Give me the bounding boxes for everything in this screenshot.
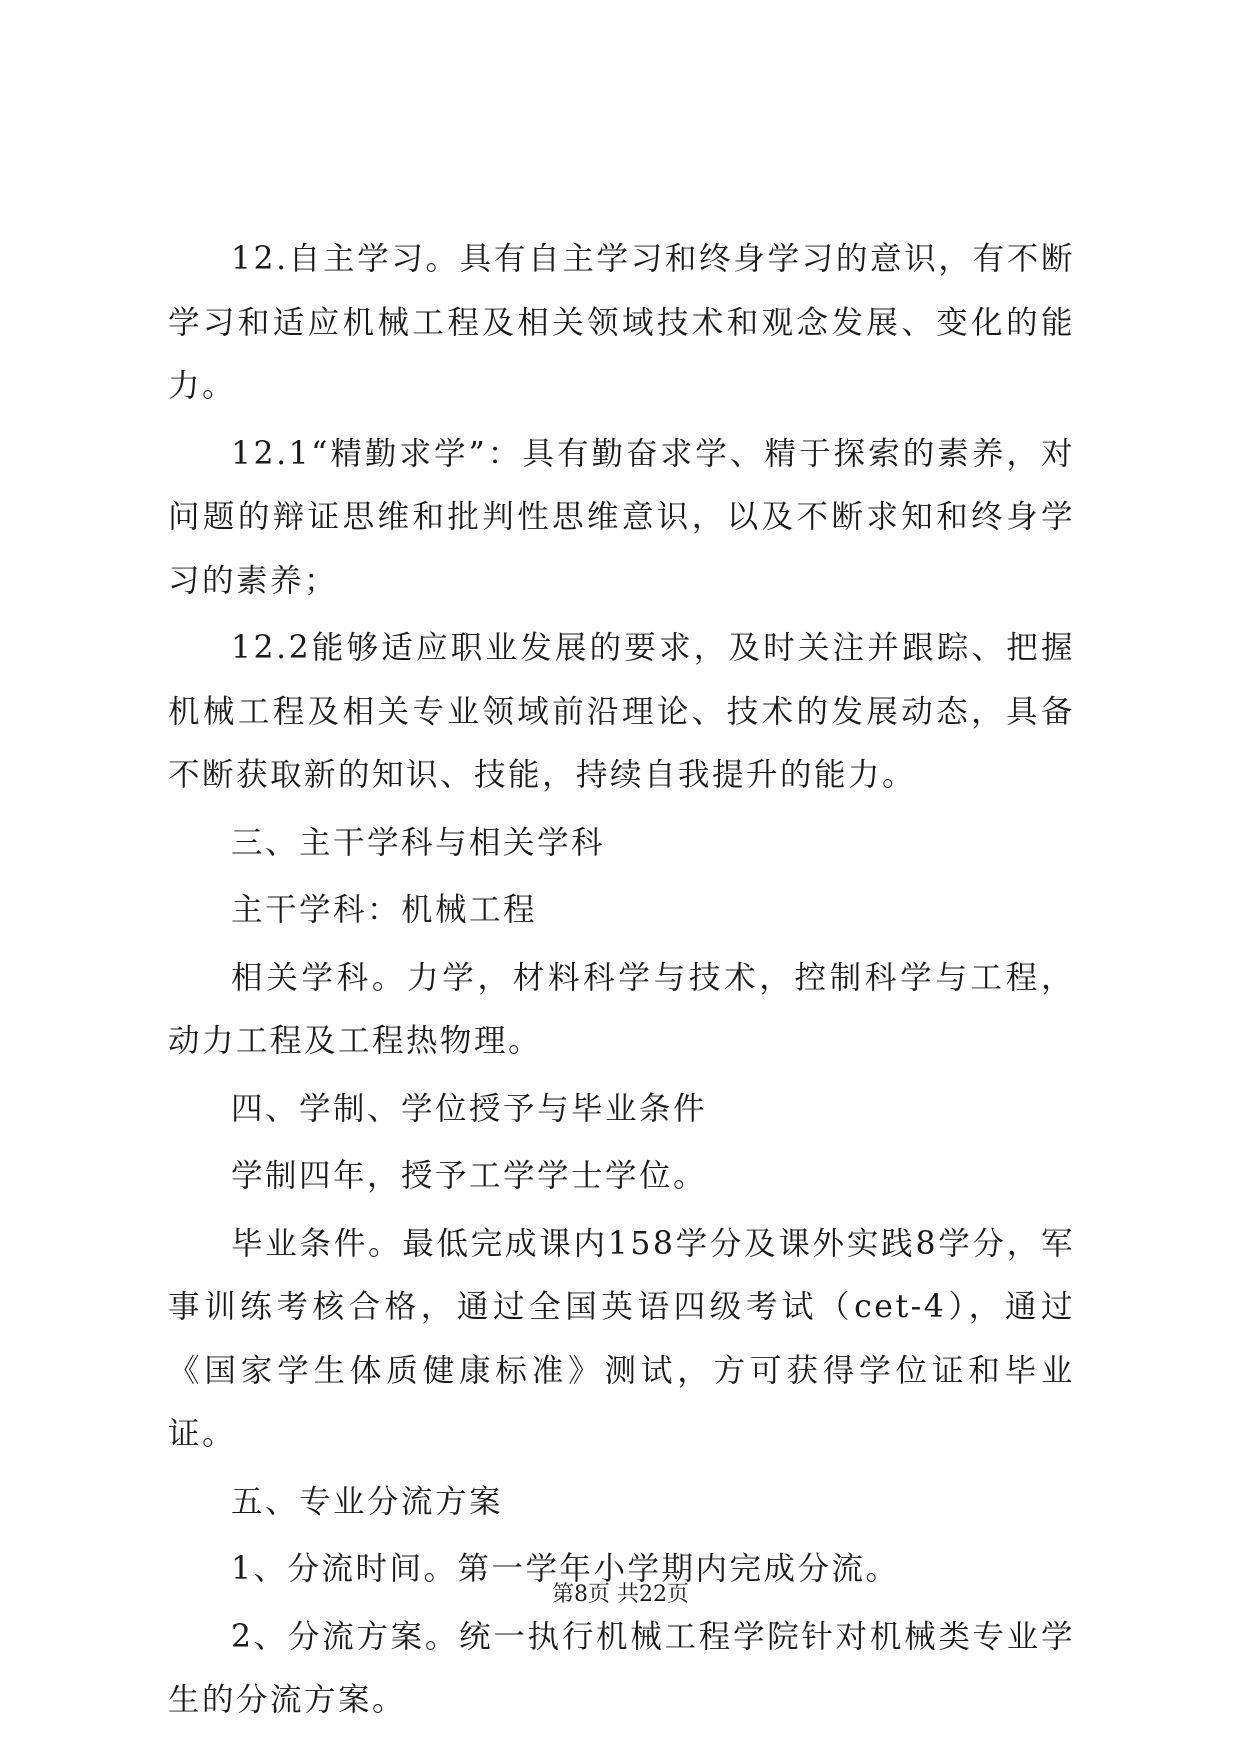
paragraph-main-discipline: 主干学科：机械工程 [231, 892, 538, 928]
paragraph-self-learning: 12.自主学习。具有自主学习和终身学习的意识，有不断学习和适应机械工程及相关领域技术和观念发展、变化的能力。 [168, 241, 1075, 404]
document-body [168, 228, 1075, 1737]
section-heading-disciplines: 三、主干学科与相关学科 [231, 824, 606, 861]
section-heading-streaming: 五、专业分流方案 [231, 1483, 504, 1520]
paragraph-duration: 学制四年，授予工学学士学位。 [231, 1158, 708, 1194]
paragraph-12-2: 12.2能够适应职业发展的要求，及时关注并跟踪、把握机械工程及相关专业领域前沿理论、技术的发展动态，具备不断获取新的知识、技能，持续自我提升的能力。 [168, 630, 1075, 793]
paragraph-12-1: 12.1“精勤求学”：具有勤奋求学、精于探索的素养，对问题的辩证思维和批判性思维意识，以及不断求知和终身学习的素养； [168, 435, 1075, 599]
paragraph-streaming-plan: 2、分流方案。统一执行机械工程学院针对机械类专业学生的分流方案。 [168, 1618, 1075, 1718]
paragraph-graduation-requirements: 毕业条件。最低完成课内158学分及课外实践8学分，军事训练考核合格，通过全国英语四级考试（cet-4），通过《国家学生体质健康标准》测试，方可获得学位证和毕业证。 [168, 1225, 1075, 1452]
page-footer: 第8页 共22页 [552, 1582, 689, 1607]
paragraph-streaming-time: 1、分流时间。第一学年小学期内完成分流。 [231, 1551, 900, 1587]
paragraph-related-disciplines: 相关学科。力学，材料科学与技术，控制科学与工程，动力工程及工程热物理。 [168, 959, 1075, 1059]
section-heading-degree: 四、学制、学位授予与毕业条件 [231, 1090, 708, 1127]
